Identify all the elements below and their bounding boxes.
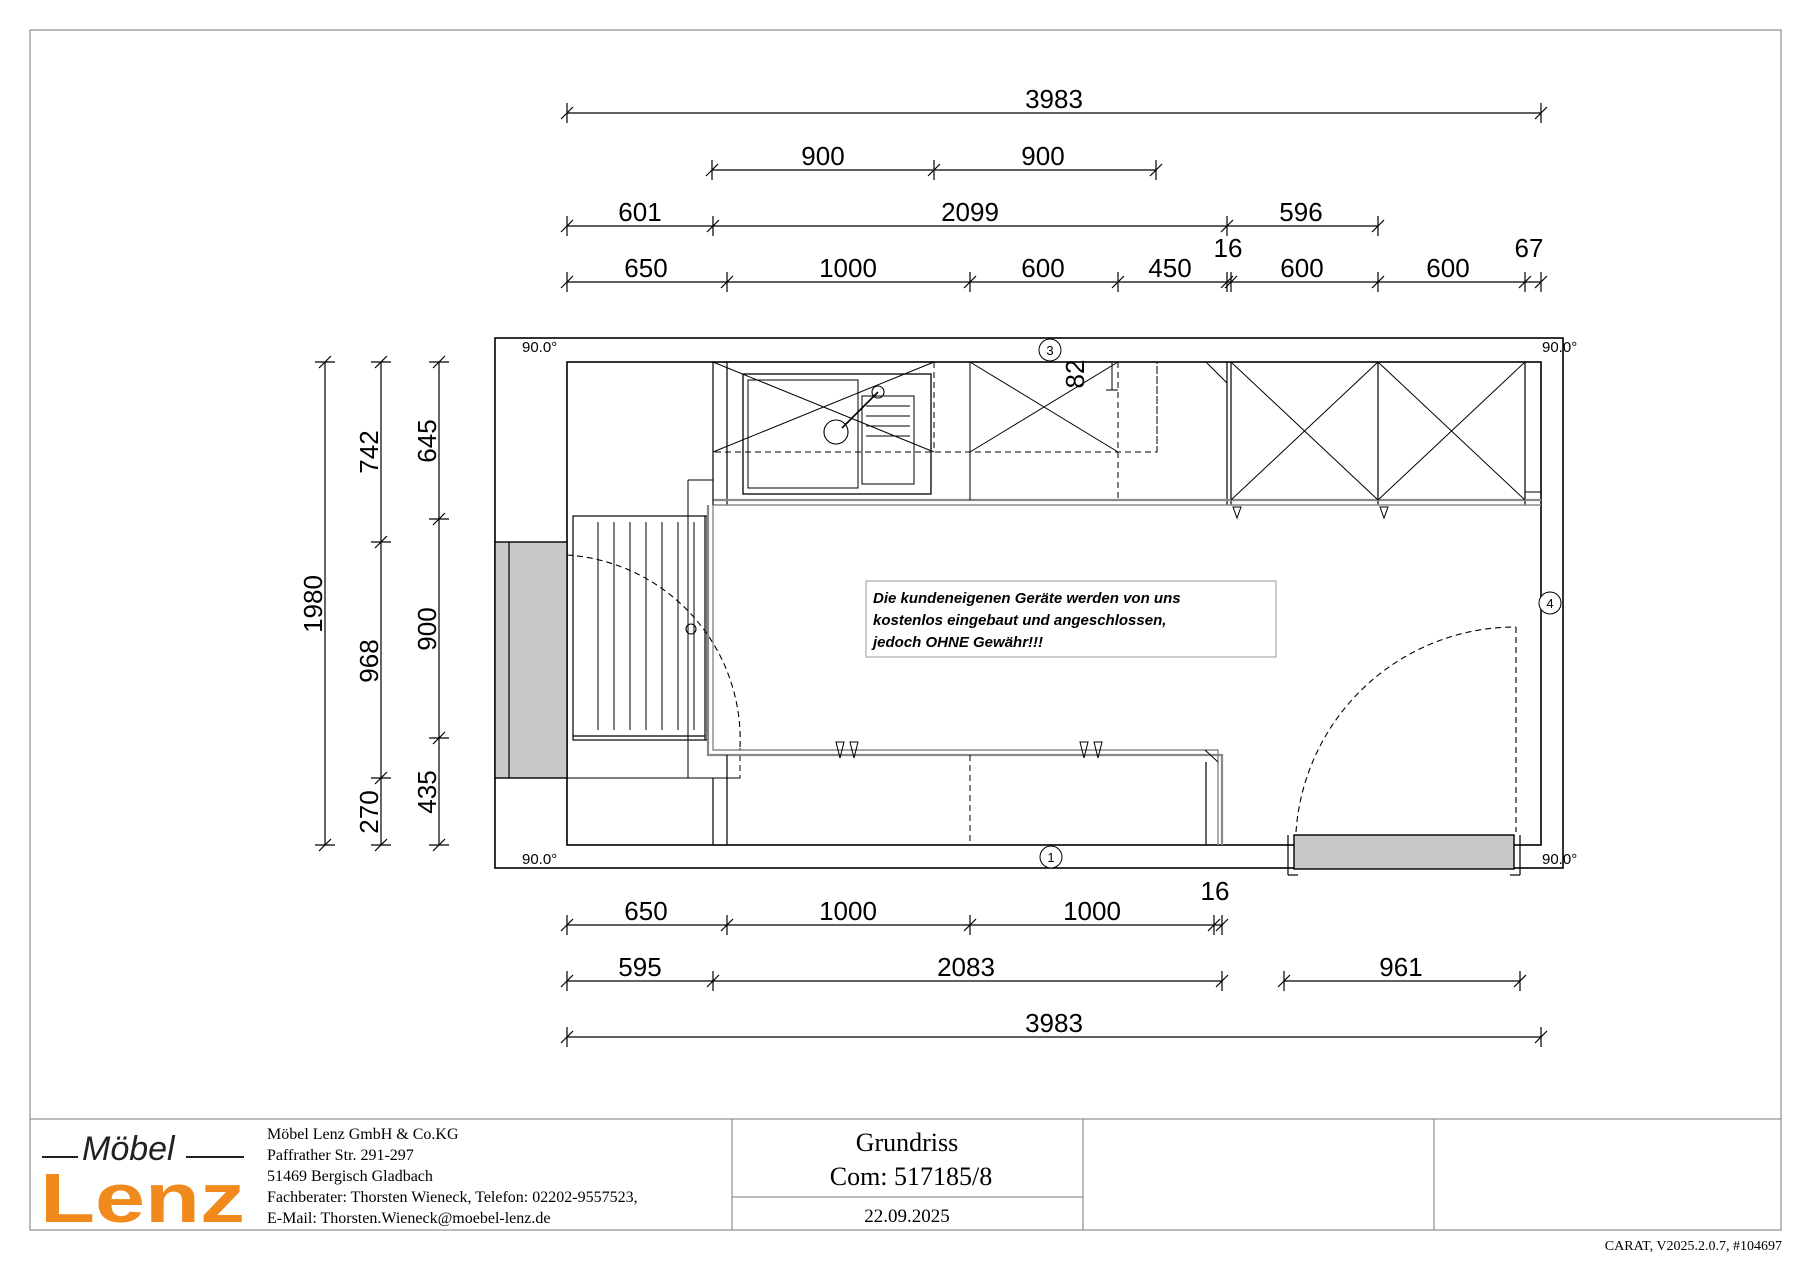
bottom-dim-r1-3: 1000 (1063, 896, 1121, 926)
angle-top-right: 90.0° (1542, 339, 1578, 356)
left-dim-i3: 435 (412, 770, 442, 814)
logo (40, 1130, 245, 1237)
top-dim-r4-5: 600 (1280, 253, 1324, 283)
bottom-dim-total: 3983 (1025, 1008, 1083, 1038)
note-line-1: Die kundeneigenen Geräte werden von uns (873, 590, 1181, 607)
top-dim-r2-1: 900 (801, 141, 845, 171)
top-dim-r4-67: 67 (1514, 233, 1544, 263)
wall-number-3: 3 (1046, 343, 1054, 358)
company-line-1: Möbel Lenz GmbH & Co.KG (267, 1126, 459, 1143)
wall-number-1: 1 (1047, 850, 1055, 865)
company-line-4: Fachberater: Thorsten Wieneck, Telefon: 02202-9557523, (267, 1189, 638, 1206)
drawing-title: Grundriss (855, 1128, 959, 1157)
software-version: CARAT, V2025.2.0.7, #104697 (1604, 1239, 1782, 1254)
small-dim-82: 82 (1060, 359, 1090, 389)
wall-number-4: 4 (1546, 596, 1554, 611)
left-dim-i2: 900 (412, 607, 442, 651)
sink (743, 374, 931, 494)
left-wall-element (495, 542, 567, 778)
left-dim-m1: 742 (354, 430, 384, 474)
top-dim-r4-3: 600 (1021, 253, 1065, 283)
door-swing (1296, 627, 1516, 832)
note-line-2: kostenlos eingebaut und angeschlossen, (873, 612, 1167, 629)
note-line-3: jedoch OHNE Gewähr!!! (873, 634, 1044, 651)
commission-number: Com: 517185/8 (829, 1162, 993, 1191)
top-dim-r3-1: 601 (618, 197, 662, 227)
logo-moebel: Möbel (82, 1130, 175, 1168)
logo-lenz: Lenz (40, 1159, 245, 1237)
top-dim-r4-1: 650 (624, 253, 668, 283)
angle-bottom-left: 90.0° (522, 851, 558, 868)
bottom-dim-r2-2: 2083 (937, 952, 995, 982)
top-dim-r3-3: 596 (1279, 197, 1323, 227)
left-dim-m2: 968 (354, 639, 384, 683)
small-dim-82-line (1106, 362, 1118, 390)
top-dim-r2-2: 900 (1021, 141, 1065, 171)
top-dim-total: 3983 (1025, 84, 1083, 114)
company-line-3: 51469 Bergisch Gladbach (267, 1168, 433, 1185)
company-line-5: E-Mail: Thorsten.Wieneck@moebel-lenz.de (267, 1210, 551, 1227)
bottom-dim-r1-2: 1000 (819, 896, 877, 926)
bottom-dim-r2-1: 595 (618, 952, 662, 982)
door-threshold (1294, 835, 1514, 869)
top-dim-r3-2: 2099 (941, 197, 999, 227)
angle-top-left: 90.0° (522, 339, 558, 356)
angle-bottom-right: 90.0° (1542, 851, 1578, 868)
left-dim-i1: 645 (412, 419, 442, 463)
bottom-dim-r2-3: 961 (1379, 952, 1423, 982)
left-dim-total: 1980 (298, 575, 328, 633)
bottom-dim-r1-1: 650 (624, 896, 668, 926)
left-dim-m3: 270 (354, 790, 384, 834)
top-dim-r4-4: 450 (1148, 253, 1192, 283)
bottom-dim-r1-16: 16 (1200, 876, 1230, 906)
top-dim-r4-16: 16 (1213, 233, 1243, 263)
drawing-date: 22.09.2025 (864, 1206, 950, 1227)
top-dim-r4-6: 600 (1426, 253, 1470, 283)
company-line-2: Paffrather Str. 291-297 (267, 1147, 414, 1164)
top-dim-r4-2: 1000 (819, 253, 877, 283)
